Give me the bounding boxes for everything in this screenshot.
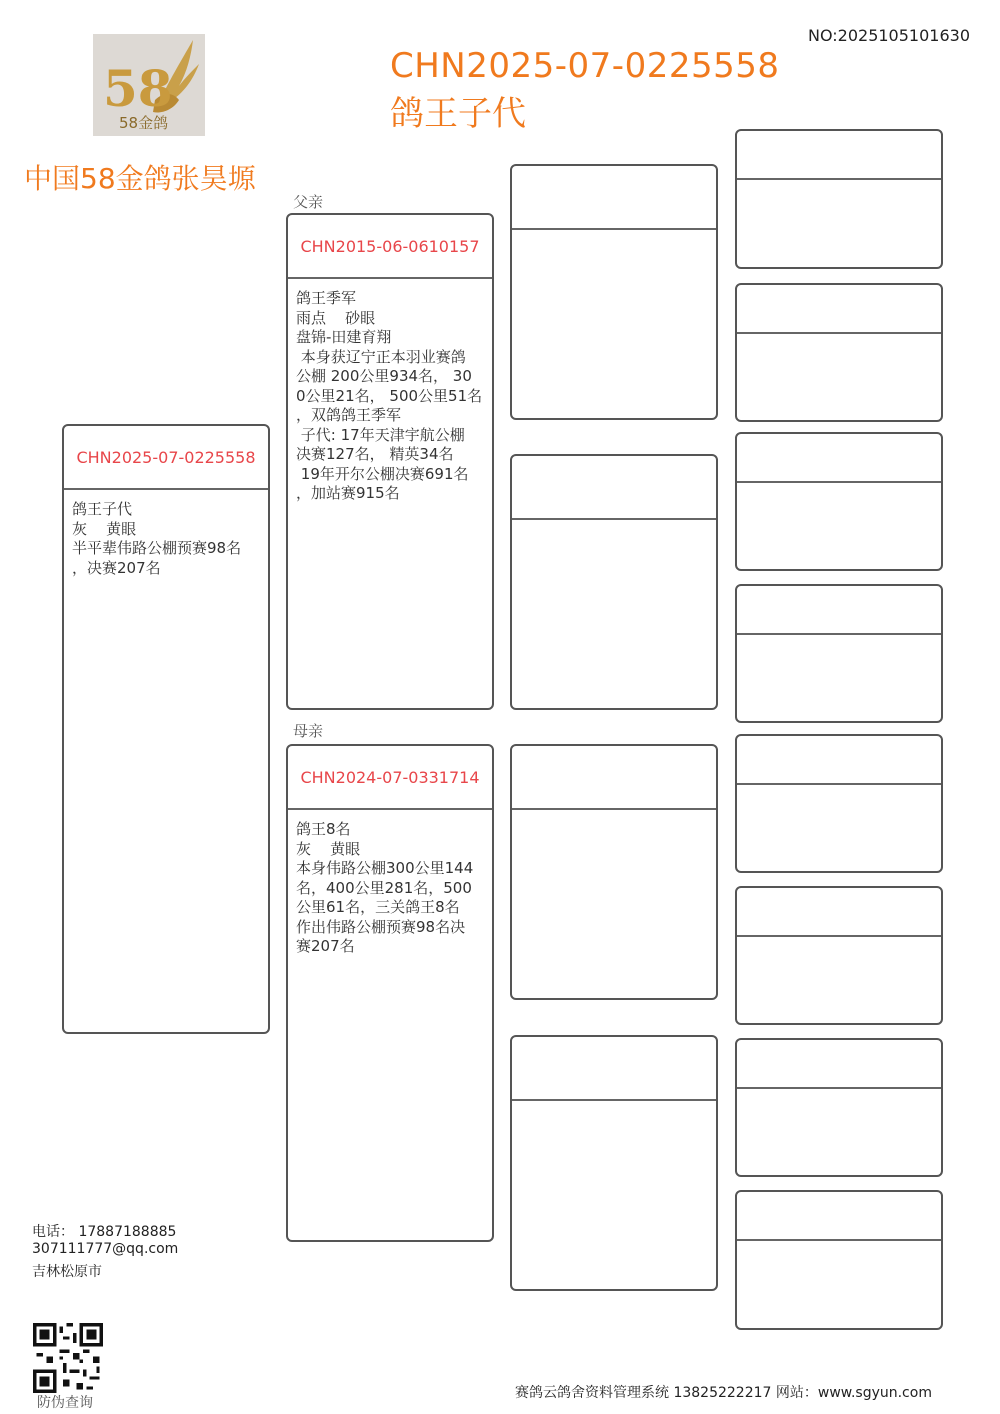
loft-name: 中国58金鸽张昊塬 bbox=[24, 162, 256, 195]
qr-label: 防伪查询 bbox=[37, 1395, 93, 1411]
subject-notes: 鸽王子代 灰 黄眼 半平辈伟路公棚预赛98名 ，决赛207名 bbox=[72, 500, 242, 577]
great-grandparent-card bbox=[735, 1038, 943, 1177]
svg-text:58金鸽: 58金鸽 bbox=[119, 114, 169, 132]
dam-ring: CHN2024-07-0331714 bbox=[288, 746, 492, 810]
great-grandparent-card bbox=[735, 886, 943, 1025]
great-grandparent-card bbox=[735, 129, 943, 269]
sire-card bbox=[286, 213, 494, 710]
subject-card bbox=[62, 424, 270, 1034]
brand-logo bbox=[93, 34, 205, 136]
grandparent-card bbox=[510, 164, 718, 420]
great-grandparent-card bbox=[735, 734, 943, 873]
great-grandparent-card bbox=[735, 283, 943, 422]
great-grandparent-card bbox=[735, 432, 943, 571]
footer-system-info: 赛鸽云鸽舍资料管理系统 13825222217 网站：www.sgyun.com bbox=[515, 1385, 932, 1401]
great-grandparent-card bbox=[735, 584, 943, 723]
header-bird-name: 鸽王子代 bbox=[390, 94, 526, 134]
dam-label: 母亲 bbox=[293, 722, 324, 740]
qr-code-icon[interactable] bbox=[33, 1323, 103, 1393]
document-number: NO:2025105101630 bbox=[807, 26, 970, 45]
contact-location: 吉林松原市 bbox=[32, 1264, 102, 1280]
grandparent-card bbox=[510, 454, 718, 710]
dam-notes: 鸽王8名 灰 黄眼 本身伟路公棚300公里144 名，400公里281名，500 公里61名，三关鸽王8名 作出伟路公棚预赛98名决 赛207名 bbox=[296, 820, 474, 955]
grandparent-card bbox=[510, 1035, 718, 1291]
contact-email: 307111777@qq.com bbox=[32, 1241, 179, 1257]
contact-phone: 电话： 17887188885 bbox=[32, 1224, 177, 1240]
subject-ring: CHN2025-07-0225558 bbox=[64, 426, 268, 490]
sire-notes: 鸽王季军 雨点 砂眼 盘锦-田建育翔 本身获辽宁正本羽业赛鸽 公棚 200公里934名， 30 0公里21名， 500公里51名 ，双鸽鸽王季军 子代: 17年天津宇航公棚 决赛127名， 精英34名 19年开尔公棚决赛691名 ，加站赛915名 bbox=[296, 289, 483, 502]
great-grandparent-card bbox=[735, 1190, 943, 1330]
header-ring-number: CHN2025-07-0225558 bbox=[390, 46, 780, 86]
dam-card bbox=[286, 744, 494, 1242]
svg-text:58: 58 bbox=[103, 59, 173, 118]
grandparent-card bbox=[510, 744, 718, 1000]
sire-ring: CHN2015-06-0610157 bbox=[288, 215, 492, 279]
sire-label: 父亲 bbox=[293, 193, 324, 211]
